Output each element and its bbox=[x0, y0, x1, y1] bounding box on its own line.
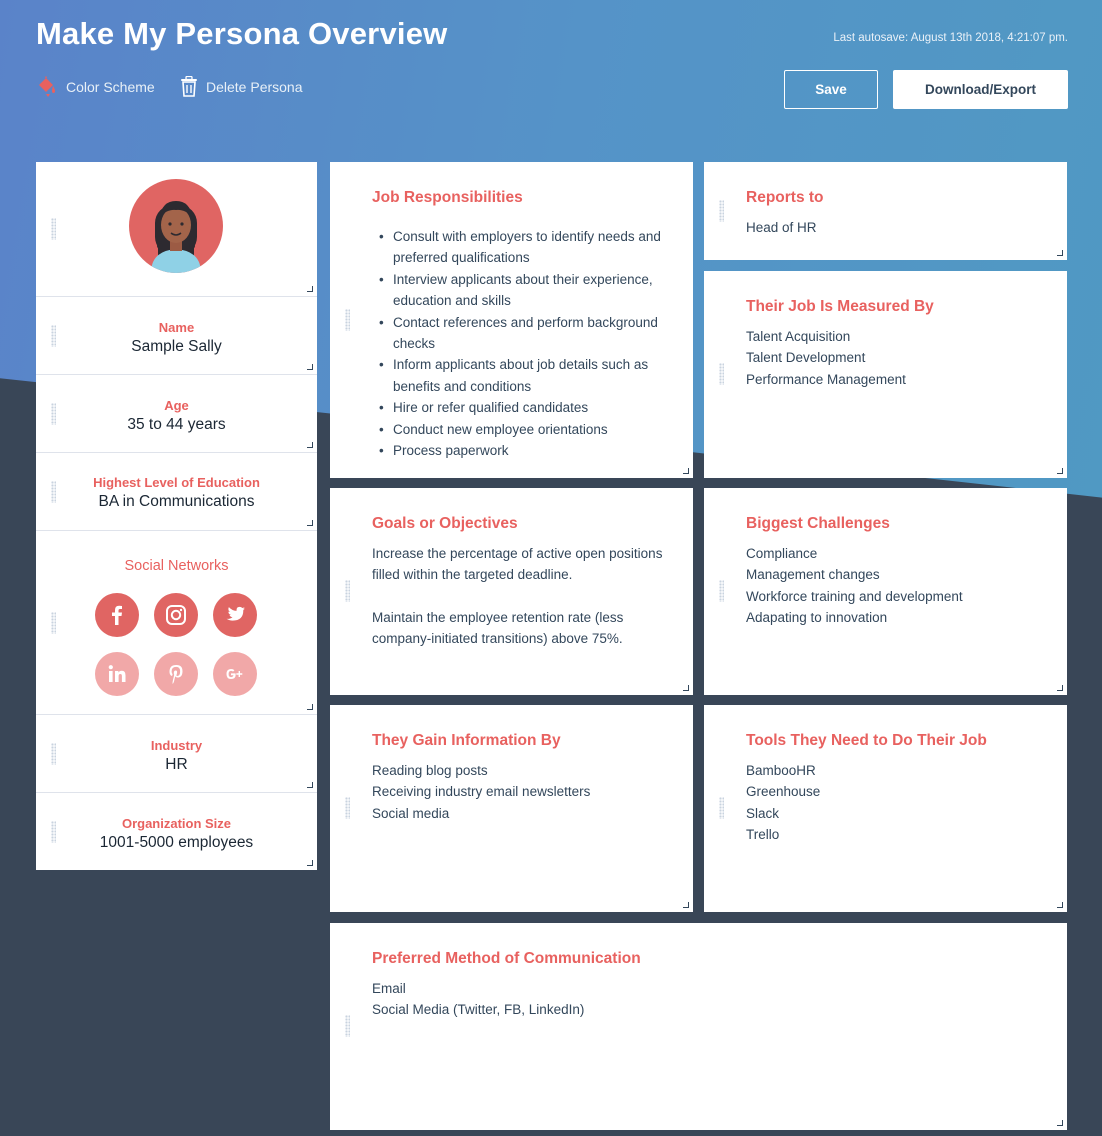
resize-handle[interactable] bbox=[683, 468, 689, 474]
list-item: • Hire or refer qualified candidates bbox=[393, 397, 663, 418]
twitter-icon[interactable] bbox=[213, 593, 257, 637]
industry-value[interactable]: HR bbox=[165, 756, 188, 773]
card-body[interactable] bbox=[746, 543, 1037, 629]
text-paragraph: Increase the percentage of active open positions filled within the targeted deadline. bbox=[372, 546, 663, 583]
card-title: Reports to bbox=[746, 189, 824, 206]
resize-handle[interactable] bbox=[307, 286, 313, 292]
color-scheme-button[interactable] bbox=[36, 76, 155, 98]
card-title: Tools They Need to Do Their Job bbox=[746, 732, 987, 749]
card-body[interactable] bbox=[746, 760, 1037, 846]
resize-handle[interactable] bbox=[1057, 1120, 1063, 1126]
card-title: Their Job Is Measured By bbox=[746, 298, 934, 315]
age-value[interactable]: 35 to 44 years bbox=[127, 416, 226, 433]
resize-handle[interactable] bbox=[307, 860, 313, 866]
text-line: Greenhouse bbox=[746, 784, 821, 800]
paint-bucket-icon bbox=[36, 76, 58, 98]
card-title: Goals or Objectives bbox=[372, 515, 518, 532]
card-title: They Gain Information By bbox=[372, 732, 561, 749]
profile-card bbox=[36, 162, 317, 870]
text-line: BambooHR bbox=[746, 763, 816, 778]
age-section bbox=[36, 375, 317, 453]
resize-handle[interactable] bbox=[1057, 685, 1063, 691]
drag-handle[interactable] bbox=[719, 363, 724, 385]
name-section bbox=[36, 297, 317, 375]
page-title: Make My Persona Overview bbox=[36, 16, 448, 51]
list-item: • Interview applicants about their experience, education and skills bbox=[393, 269, 663, 312]
text-line: Email bbox=[372, 981, 406, 996]
list-item: • Process paperwork bbox=[393, 440, 663, 461]
list-item: • Consult with employers to identify needs and preferred qualifications bbox=[393, 226, 663, 269]
resize-handle[interactable] bbox=[307, 442, 313, 448]
resize-handle[interactable] bbox=[307, 704, 313, 710]
education-label: Highest Level of Education bbox=[93, 475, 260, 490]
resize-handle[interactable] bbox=[307, 364, 313, 370]
text-line: Compliance bbox=[746, 546, 818, 561]
text-line: Talent Acquisition bbox=[746, 329, 851, 344]
pinterest-icon[interactable] bbox=[154, 652, 198, 696]
name-value[interactable]: Sample Sally bbox=[131, 338, 222, 355]
name-label: Name bbox=[158, 320, 195, 335]
resize-handle[interactable] bbox=[683, 902, 689, 908]
resize-handle[interactable] bbox=[307, 520, 313, 526]
age-label: Age bbox=[164, 398, 189, 413]
delete-persona-button[interactable] bbox=[180, 76, 303, 98]
responsibilities-list bbox=[372, 226, 663, 461]
list-item: • Contact references and perform background checks bbox=[393, 312, 663, 355]
avatar-section bbox=[36, 162, 317, 297]
goals-card bbox=[330, 488, 693, 695]
drag-handle[interactable] bbox=[719, 797, 724, 819]
education-value[interactable]: BA in Communications bbox=[98, 493, 255, 510]
org-size-label: Organization Size bbox=[121, 816, 232, 831]
social-networks-label: Social Networks bbox=[124, 558, 229, 574]
save-button[interactable]: Save bbox=[784, 70, 878, 109]
reports-to-card bbox=[704, 162, 1067, 260]
org-size-value[interactable]: 1001-5000 employees bbox=[99, 834, 254, 851]
drag-handle[interactable] bbox=[345, 580, 350, 602]
job-responsibilities-card bbox=[330, 162, 693, 478]
autosave-status: Last autosave: August 13th 2018, 4:21:07 pm. bbox=[833, 32, 1068, 44]
resize-handle[interactable] bbox=[1057, 468, 1063, 474]
card-body[interactable] bbox=[372, 226, 663, 461]
communication-card bbox=[330, 923, 1067, 1130]
drag-handle[interactable] bbox=[51, 612, 56, 634]
social-networks-section bbox=[36, 531, 317, 715]
text-line: Performance Management bbox=[746, 371, 906, 387]
resize-handle[interactable] bbox=[1057, 902, 1063, 908]
text-line: Management changes bbox=[746, 567, 880, 583]
text-line: Slack bbox=[746, 805, 780, 821]
text-paragraph: Maintain the employee retention rate (less company-initiated transitions) above 75%. bbox=[372, 609, 624, 647]
card-title: Biggest Challenges bbox=[746, 515, 890, 532]
card-body[interactable] bbox=[746, 326, 1037, 390]
resize-handle[interactable] bbox=[683, 685, 689, 691]
resize-handle[interactable] bbox=[307, 782, 313, 788]
text-line: Social Media (Twitter, FB, LinkedIn) bbox=[372, 1002, 585, 1018]
google-plus-icon[interactable] bbox=[213, 652, 257, 696]
drag-handle[interactable] bbox=[719, 580, 724, 602]
text-line: Head of HR bbox=[746, 220, 817, 235]
text-line: Social media bbox=[372, 805, 450, 821]
text-line: Adapating to innovation bbox=[746, 610, 888, 626]
instagram-icon[interactable] bbox=[154, 593, 198, 637]
trash-icon bbox=[180, 76, 198, 98]
industry-section bbox=[36, 715, 317, 793]
drag-handle[interactable] bbox=[345, 1015, 350, 1037]
text-line: Talent Development bbox=[746, 350, 866, 366]
text-line: Trello bbox=[746, 827, 780, 843]
org-size-section bbox=[36, 793, 317, 870]
text-line: Workforce training and development bbox=[746, 588, 963, 604]
linkedin-icon[interactable] bbox=[95, 652, 139, 696]
drag-handle[interactable] bbox=[345, 797, 350, 819]
download-export-button[interactable]: Download/Export bbox=[893, 70, 1068, 109]
measured-by-card bbox=[704, 271, 1067, 478]
drag-handle[interactable] bbox=[51, 218, 56, 240]
drag-handle[interactable] bbox=[345, 309, 350, 331]
card-title: Job Responsibilities bbox=[372, 189, 523, 206]
card-title: Preferred Method of Communication bbox=[372, 950, 641, 967]
challenges-card bbox=[704, 488, 1067, 695]
card-body[interactable] bbox=[372, 760, 663, 824]
tools-card bbox=[704, 705, 1067, 912]
text-line: Reading blog posts bbox=[372, 763, 488, 778]
card-body[interactable] bbox=[372, 978, 1037, 1021]
text-line: Receiving industry email newsletters bbox=[372, 784, 591, 800]
drag-handle[interactable] bbox=[719, 200, 724, 222]
industry-label: Industry bbox=[150, 738, 203, 753]
card-body[interactable] bbox=[372, 543, 663, 650]
delete-persona-label: Delete Persona bbox=[206, 79, 303, 95]
color-scheme-label: Color Scheme bbox=[66, 79, 155, 95]
gain-information-card bbox=[330, 705, 693, 912]
card-body[interactable] bbox=[746, 217, 1037, 238]
resize-handle[interactable] bbox=[1057, 250, 1063, 256]
list-item: • Inform applicants about job details such as benefits and conditions bbox=[393, 354, 663, 397]
facebook-icon[interactable] bbox=[95, 593, 139, 637]
avatar[interactable] bbox=[129, 179, 223, 273]
list-item: • Conduct new employee orientations bbox=[393, 419, 663, 440]
education-section bbox=[36, 453, 317, 531]
